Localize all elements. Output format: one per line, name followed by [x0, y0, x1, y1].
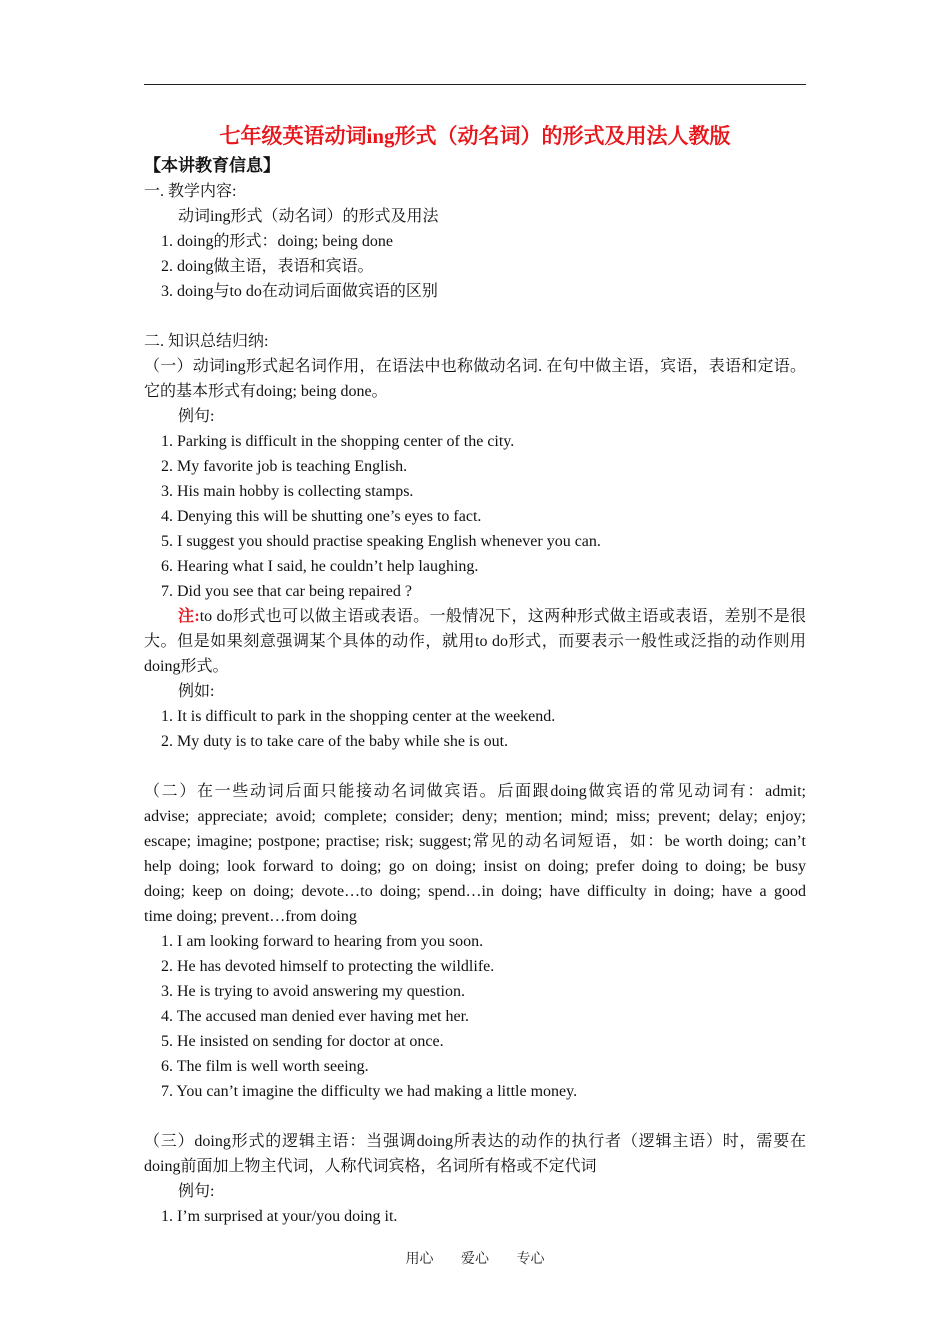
- part3-paragraph: （三）doing形式的逻辑主语：当强调doing所表达的动作的执行者（逻辑主语）时，需要在: [144, 1133, 806, 1150]
- example-item: 7. You can’t imagine the difficulty we had making a little money.: [161, 1083, 578, 1100]
- note-text: to do形式也可以做主语或表语。一般情况下，这两种形式做主语或表语，差别不是很: [199, 608, 806, 625]
- section-heading: 【本讲教育信息】: [144, 156, 280, 175]
- example-item: 3. He is trying to avoid answering my question.: [161, 983, 465, 1000]
- section1-label: 一. 教学内容:: [144, 183, 237, 200]
- example-item: 2. He has devoted himself to protecting the wildlife.: [161, 958, 495, 975]
- note-paragraph-cont: 大。但是如果刻意强调某个具体的动作，就用to do形式，而要表示一般性或泛指的动作则用: [144, 633, 806, 650]
- example-item: 1. It is difficult to park in the shopping center at the weekend.: [161, 708, 556, 725]
- note-paragraph-end: doing形式。: [144, 658, 229, 675]
- part2-paragraph-end: time doing; prevent…from doing: [144, 908, 357, 925]
- part3-paragraph-end: doing前面加上物主代词，人称代词宾格，名词所有格或不定代词: [144, 1158, 597, 1175]
- document-body: [144, 153, 806, 1229]
- example-item: 4. Denying this will be shutting one’s eyes to fact.: [161, 508, 482, 525]
- list-item: 1. doing的形式：doing; being done: [161, 233, 393, 250]
- example-item: 1. I am looking forward to hearing from you soon.: [161, 933, 484, 950]
- section1-topic: 动词ing形式（动名词）的形式及用法: [178, 208, 439, 225]
- page-footer: [0, 1248, 950, 1268]
- example-item: 6. Hearing what I said, he couldn’t help laughing.: [161, 558, 479, 575]
- footer-text: 爱心: [461, 1252, 489, 1267]
- part2-paragraph: （二）在一些动词后面只能接动名词做宾语。后面跟doing做宾语的常见动词有：admit;: [144, 783, 806, 800]
- example-label: 例句:: [178, 408, 215, 425]
- example-item: 7. Did you see that car being repaired ?: [161, 583, 413, 600]
- document-title: 七年级英语动词ing形式（动名词）的形式及用法人教版: [219, 124, 731, 148]
- note-label: 注:: [178, 608, 200, 625]
- footer-text: 专心: [516, 1252, 545, 1267]
- footer-text: 用心: [405, 1252, 434, 1267]
- list-item: 2. doing做主语，表语和宾语。: [161, 258, 374, 275]
- example-item: 3. His main hobby is collecting stamps.: [161, 483, 414, 500]
- example-item: 4. The accused man denied ever having met her.: [161, 1008, 470, 1025]
- example-item: 6. The film is well worth seeing.: [161, 1058, 369, 1075]
- example-label: 例如:: [178, 683, 215, 700]
- example-item: 2. My favorite job is teaching English.: [161, 458, 408, 475]
- part1-intro-cont: 它的基本形式有doing; being done。: [144, 383, 388, 400]
- note-paragraph: [144, 604, 806, 629]
- section2-label: 二. 知识总结归纳:: [144, 333, 269, 350]
- example-item: 2. My duty is to take care of the baby while she is out.: [161, 733, 509, 750]
- example-item: 5. He insisted on sending for doctor at once.: [161, 1033, 444, 1050]
- part2-paragraph: doing; keep on doing; devote…to doing; spend…in doing; have difficulty in doing; have a good: [144, 883, 806, 900]
- part2-paragraph: advise; appreciate; avoid; complete; consider; deny; mention; mind; miss; prevent; delay; enjoy;: [144, 808, 806, 825]
- list-item: 3. doing与to do在动词后面做宾语的区别: [161, 283, 438, 300]
- example-item: 5. I suggest you should practise speaking English whenever you can.: [161, 533, 601, 550]
- part1-intro: （一）动词ing形式起名词作用，在语法中也称做动名词. 在句中做主语，宾语，表语和定语。: [144, 358, 806, 375]
- header-rule: [144, 84, 806, 85]
- example-item: 1. I’m surprised at your/you doing it.: [161, 1208, 398, 1225]
- part2-paragraph: help doing; look forward to doing; go on doing; insist on doing; prefer doing to doing; be busy: [144, 858, 806, 875]
- part2-paragraph: escape; imagine; postpone; practise; risk; suggest;常见的动名词短语，如：be worth doing; can’t: [144, 833, 806, 850]
- example-label: 例句:: [178, 1183, 215, 1200]
- example-item: 1. Parking is difficult in the shopping center of the city.: [161, 433, 515, 450]
